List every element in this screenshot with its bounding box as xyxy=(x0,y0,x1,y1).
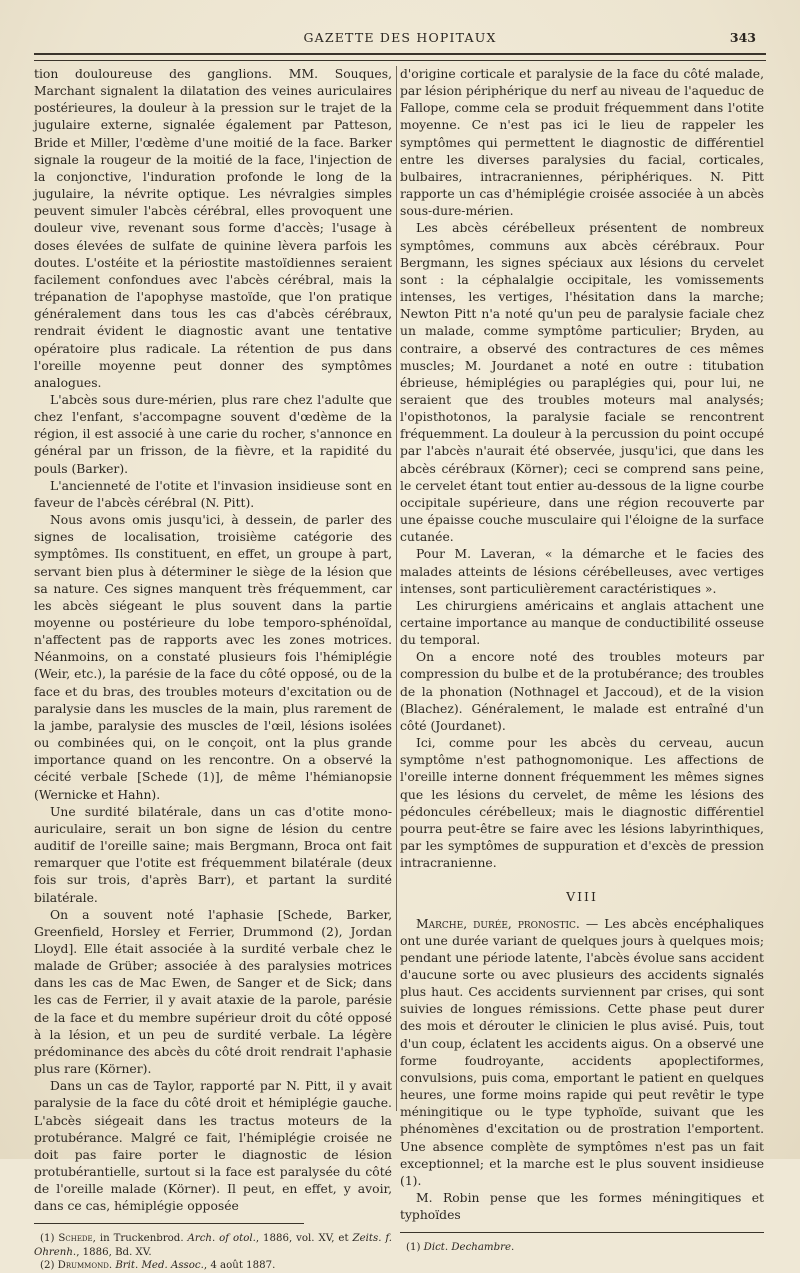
paragraph: Les chirurgiens américains et anglais attachent une certaine importance au manque de conductibilité osseuse du temporal. xyxy=(400,598,764,648)
paragraph: On a souvent noté l'aphasie [Schede, Barker, Greenfield, Horsley et Ferrier, Drummond (2), Jordan Lloyd]. Elle était associée à la surdité verbale chez le malade de Grüber; associée à des paralysies motrices dans les cas de Mac Ewen, de Sanger et de Sick; dans les cas de Ferrier, il y avait ataxie de la parole, parésie de la face et du membre supérieur droit du côté opposé à la lésion, et un peu de surdité verbale. La légère prédominance des abcès du côté droit rendrait l'aphasie plus rare (Körner). xyxy=(34,907,392,1077)
footnote-journal: Zeits. f. Ohrenh. xyxy=(34,1233,393,1258)
footnote-text: , 1886, vol. XV, et xyxy=(255,1233,353,1245)
paragraph: d'origine corticale et paralysie de la face du côté malade, par lésion périphérique du nerf au niveau de l'aqueduc de Fallope, comme cela se produit fréquemment dans l'otite moyenne. Ce n'est pas ici le lieu de rappeler les symptômes qui permettent le diagnostic de différentiel entre les diverses paralysies du facial, corticales, bulbaires, intracraniennes, périphériques. N. Pitt rapporte un cas d'hémiplégie croisée associée à un abcès sous-dure-mérien. xyxy=(400,67,765,219)
header-rule-thin xyxy=(34,60,766,61)
footnote-text: . xyxy=(108,1260,116,1272)
right-column xyxy=(400,66,765,1254)
column-divider xyxy=(396,66,397,1111)
paragraph: Dans un cas de Taylor, rapporté par N. Pitt, il y avait paralysie de la face du côté droit et hémiplégie gauche. L'abcès siégeait dans les tractus moteurs de la protubérance. Malgré ce fait, l'hémiplégie croisée ne doit pas faire porter le diagnostic de lésion protubérantielle, surtout si la face est paralysée du côté de l'oreille malade (Körner). Il peut, en effet, y avoir, dans ce cas, hémiplégie opposée xyxy=(34,1079,392,1214)
footnote-2 xyxy=(34,1259,392,1272)
footnote-label: (1) xyxy=(40,1233,59,1245)
footnote-text: , 4 août 1887. xyxy=(203,1260,276,1272)
running-header xyxy=(34,30,766,54)
footnote-author: Schede xyxy=(58,1233,93,1245)
footnote-label: (2) xyxy=(40,1260,58,1272)
footnote-journal: Arch. of otol. xyxy=(187,1233,256,1245)
footnote-text: , in Truckenbrod. xyxy=(92,1233,188,1245)
section-heading: VIII xyxy=(566,889,598,905)
page-number: 343 xyxy=(729,30,756,45)
footnote-author: Drummond xyxy=(57,1260,109,1272)
footnote-rule xyxy=(34,1223,304,1224)
left-column xyxy=(34,66,393,1272)
footnote-rule xyxy=(400,1232,764,1233)
footnote-1 xyxy=(34,1232,392,1259)
footnote-label: (1) xyxy=(406,1242,424,1254)
footnote-1-right xyxy=(400,1241,764,1254)
paragraph: Les abcès cérébelleux présentent de nombreux symptômes, communs aux abcès cérébraux. Pour Bergmann, les signes spéciaux aux lésions du cervelet sont : la céphalalgie occipitale, les vomissements intenses, les vertiges, l'hésitation dans la marche; Newton Pitt n'a noté qu'un peu de paralysie faciale chez un malade, comme symptôme particulier; Bryden, au contraire, a observé des contractures de ces mêmes muscles; M. Jourdanet a noté en outre : titubation ébrieuse, hémiplégies ou paraplégies qui, pour lui, ne seraient que des troubles moteurs mal analysés; l'opisthotonos, la paralysie faciale se rencontrent fréquemment. La douleur à la percussion du point occupé par l'abcès n'aurait été observée, jusqu'ici, que dans les abcès cérébraux (Körner); ceci se comprend sans peine, le cervelet étant tout entier au-dessous de la ligne courbe occipitale supérieure, dans une région recouverte par une épaisse couche musculaire qui l'éloigne de la surface cutanée. xyxy=(400,221,764,545)
footnote-journal: Brit. Med. Assoc. xyxy=(115,1260,204,1272)
section-paragraph xyxy=(400,916,764,1191)
footnote-text: , 1886, Bd. XV. xyxy=(76,1246,152,1258)
paragraph: Une surdité bilatérale, dans un cas d'otite mono-auriculaire, serait un bon signe de lésion du centre auditif de l'oreille saine; mais Bergmann, Broca ont fait remarquer que l'otite est fréquemment bilatérale (deux fois sur trois, d'après Barr), et partant la surdité bilatérale. xyxy=(34,804,392,905)
journal-title: GAZETTE DES HOPITAUX xyxy=(303,30,497,45)
paragraph: Ici, comme pour les abcès du cerveau, aucun symptôme n'est pathognomonique. Les affections de l'oreille interne donnent fréquemment les mêmes signes que les lésions du cervelet, de même les lésions des pédoncules cérébelleux; mais le diagnostic différentiel pourra peut-être se faire avec les lésions labyrinthiques, par les symptômes de suppuration et d'excès de pression intracranienne. xyxy=(400,736,764,871)
paragraph: L'abcès sous dure-mérien, plus rare chez l'adulte que chez l'enfant, s'accompagne souvent d'œdème de la région, il est associé à une carie du rocher, s'annonce en général par un frisson, de la fièvre, et la rapidité du pouls (Barker). xyxy=(34,392,392,476)
paragraph: On a encore noté des troubles moteurs par compression du bulbe et de la protubérance; des troubles de la phonation (Nothnagel et Jaccoud), et de la vision (Blachez). Généralement, le malade est entraîné d'un côté (Jourdanet). xyxy=(400,650,764,733)
section-lead: Marche, durée, pronostic. xyxy=(416,916,580,931)
paragraph: tion douloureuse des ganglions. MM. Souques, Marchant signalent la dilatation des veines auriculaires postérieures, la douleur à la pression sur le trajet de la jugulaire externe, signalée également par Patteson, Bride et Miller, l'œdème d'une moitié de la face. Barker signale la rougeur de la moitié de la face, l'injection de la conjonctive, l'induration profonde le long de la jugulaire, la névrite optique. Les névralgies simples peuvent simuler l'abcès cérébral, elles provoquent une douleur vive, revenant sous forme d'accès; l'usage à doses élevées de sulfate de quinine lèvera parfois les doutes. L'ostéite et la périostite mastoïdiennes seraient facilement confondues avec l'abcès cérébral, mais la trépanation de l'apophyse mastoïde, que l'on pratique généralement dans tous les cas d'abcès cérébraux, rendrait évident le diagnostic avant une tentative opératoire plus radicale. La rétention de pus dans l'oreille moyenne peut donner des symptômes analogues. xyxy=(34,67,392,390)
paragraph: M. Robin pense que les formes méningitiques et typhoïdes xyxy=(400,1191,764,1223)
paragraph: L'ancienneté de l'otite et l'invasion insidieuse sont en faveur de l'abcès cérébral (N. Pitt). xyxy=(34,478,392,510)
footnote-text: Dict. Dechambre. xyxy=(423,1242,515,1254)
paragraph: Nous avons omis jusqu'ici, à dessein, de parler des signes de localisation, troisième catégorie des symptômes. Ils constituent, en effet, un groupe à part, servant bien plus à déterminer le siège de la lésion que sa nature. Ces signes manquent très fréquemment, car les abcès siégeant le plus souvent dans la partie moyenne ou postérieure du lobe temporo-sphénoïdal, n'affectent pas de rapports avec les zones motrices. Néanmoins, on a constaté plusieurs fois l'hémiplégie (Weir, etc.), la parésie de la face du côté opposé, ou de la face et du bras, des troubles moteurs d'excitation ou de paralysie dans les muscles de la main, plus rarement de la jambe, paralysie des muscles de l'œil, lésions isolées ou combinées qui, on le conçoit, ont la plus grande importance quand on les rencontre. On a observé la cécité verbale [Schede (1)], de même l'hémianopsie (Wernicke et Hahn). xyxy=(34,513,392,802)
header-rule-thick xyxy=(34,53,766,55)
section-text: — Les abcès encéphaliques ont une durée variant de quelques jours à quelques mois; pendant une période latente, l'abcès évolue sans accident d'aucune sorte ou avec plusieurs des accidents signalés plus haut. Ces accidents surviennent par crises, qui sont suivies de longues rémissions. Cette phase peut durer des mois et dérouter le clinicien le plus avisé. Puis, tout d'un coup, éclatent les accidents aigus. On a observé une forme foudroyante, accidents apoplectiformes, convulsions, puis coma, emportant le patient en quelques heures, une forme moins rapide qui peut revêtir le type méningitique ou le type typhoïde, suivant que les phénomènes d'excitation ou de prostration l'emportent. Une absence complète de symptômes n'est pas un fait exceptionnel; et la marche est le plus souvent insidieuse (1). xyxy=(400,916,764,1188)
paragraph: Pour M. Laveran, « la démarche et le facies des malades atteints de lésions cérébelleuses, avec vertiges intenses, sont particulièrement caractéristiques ». xyxy=(400,547,764,596)
